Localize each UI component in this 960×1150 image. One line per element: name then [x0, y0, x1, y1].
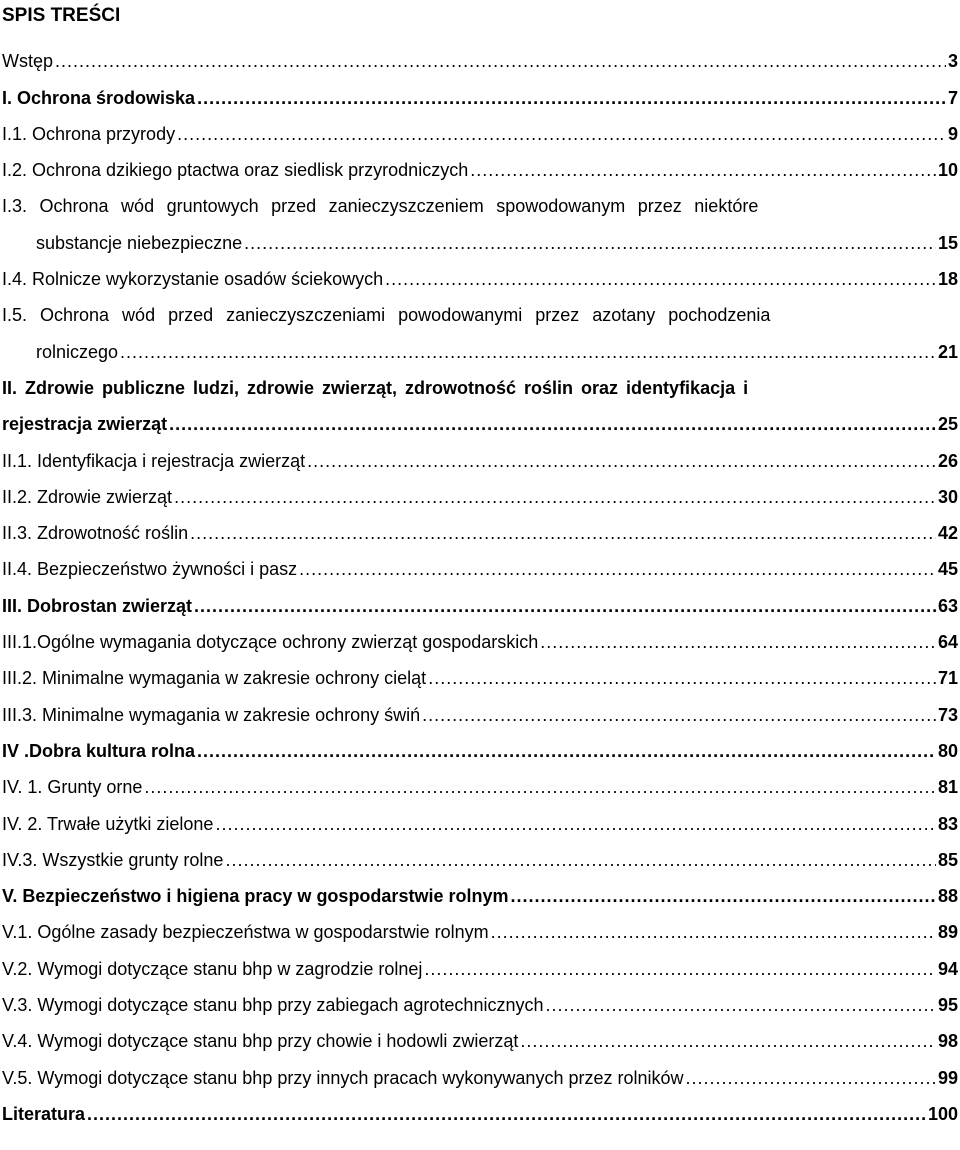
toc-entry-label: rolniczego	[36, 341, 119, 362]
toc-leader-dots	[194, 595, 936, 617]
toc-leader-dots	[144, 776, 936, 798]
toc-entry-label: I.4. Rolnicze wykorzystanie osadów ściekowych	[2, 269, 384, 290]
toc-leader-dots	[424, 958, 936, 980]
toc-entry-label: I.1. Ochrona przyrody	[2, 123, 176, 144]
toc-entry[interactable]	[0, 980, 960, 1016]
toc-entry-page: 81	[937, 777, 958, 798]
toc-entry-page: 94	[937, 958, 958, 979]
toc-entry[interactable]	[0, 435, 960, 471]
toc-entry[interactable]	[0, 943, 960, 979]
toc-entry-label: III.3. Minimalne wymagania w zakresie ochrony świń	[2, 704, 421, 725]
toc-entry-page: 100	[927, 1103, 958, 1124]
toc-entry-page: 9	[947, 123, 958, 144]
toc-entry[interactable]	[0, 907, 960, 943]
toc-entry[interactable]	[0, 254, 960, 290]
toc-entry-page: 63	[937, 595, 958, 616]
toc-entry[interactable]	[0, 798, 960, 834]
toc-entry-label: Wstęp	[2, 51, 54, 72]
toc-entry-page: 45	[937, 559, 958, 580]
toc-entry[interactable]	[0, 544, 960, 580]
toc-entry[interactable]	[0, 217, 960, 253]
toc-entry[interactable]	[0, 72, 960, 108]
toc-entry-page: 64	[937, 632, 958, 653]
toc-entry-page: 42	[937, 523, 958, 544]
toc-leader-dots	[120, 341, 936, 363]
toc-entry-line1[interactable]	[0, 363, 960, 399]
toc-title: SPIS TREŚCI	[2, 5, 121, 26]
toc-leader-dots	[470, 159, 936, 181]
toc-leader-dots	[177, 123, 946, 145]
toc-entry[interactable]	[0, 508, 960, 544]
toc-leader-dots	[491, 921, 936, 943]
toc-entry-label: V.2. Wymogi dotyczące stanu bhp w zagrodzie rolnej	[2, 958, 423, 979]
toc-leader-dots	[225, 849, 936, 871]
toc-entry-label: V.3. Wymogi dotyczące stanu bhp przy zabiegach agrotechnicznych	[2, 995, 544, 1016]
toc-entry-page: 21	[937, 341, 958, 362]
toc-entry-label: III.1.Ogólne wymagania dotyczące ochrony zwierząt gospodarskich	[2, 632, 539, 653]
toc-leader-dots	[686, 1067, 936, 1089]
toc-leader-dots	[520, 1030, 936, 1052]
toc-entry-label: II.4. Bezpieczeństwo żywności i pasz	[2, 559, 298, 580]
toc-leader-dots	[385, 268, 936, 290]
toc-entry-label: Literatura	[2, 1103, 86, 1124]
toc-leader-dots	[545, 994, 935, 1016]
toc-entry-label: IV. 1. Grunty orne	[2, 777, 143, 798]
toc-entry-label: II.1. Identyfikacja i rejestracja zwierząt	[2, 450, 306, 471]
toc-entry[interactable]	[0, 109, 960, 145]
toc-entry-page: 73	[937, 704, 958, 725]
toc-entry-page: 89	[937, 922, 958, 943]
toc-entry[interactable]	[0, 1016, 960, 1052]
toc-list	[0, 36, 960, 1125]
toc-entry[interactable]	[0, 835, 960, 871]
toc-entry-page: 88	[937, 886, 958, 907]
toc-entry[interactable]	[0, 36, 960, 72]
toc-entry-label: rejestracja zwierząt	[2, 414, 168, 435]
toc-entry[interactable]	[0, 726, 960, 762]
toc-entry-page: 85	[937, 849, 958, 870]
toc-entry-label: IV.3. Wszystkie grunty rolne	[2, 849, 224, 870]
toc-entry-page: 95	[937, 995, 958, 1016]
toc-entry-line1[interactable]	[0, 181, 960, 217]
toc-leader-dots	[215, 813, 936, 835]
toc-entry-label: I. Ochrona środowiska	[2, 87, 196, 108]
toc-entry-label: II.2. Zdrowie zwierząt	[2, 486, 173, 507]
toc-entry[interactable]	[0, 580, 960, 616]
toc-entry[interactable]	[0, 145, 960, 181]
toc-entry[interactable]	[0, 653, 960, 689]
toc-entry-label: III.2. Minimalne wymagania w zakresie ochrony cieląt	[2, 668, 427, 689]
toc-leader-dots	[299, 558, 936, 580]
toc-entry-page: 71	[937, 668, 958, 689]
toc-entry-label: V.1. Ogólne zasady bezpieczeństwa w gospodarstwie rolnym	[2, 922, 489, 943]
toc-entry-page: 10	[937, 160, 958, 181]
toc-entry[interactable]	[0, 399, 960, 435]
toc-leader-dots	[244, 232, 936, 254]
toc-leader-dots	[197, 740, 936, 762]
toc-entry[interactable]	[0, 871, 960, 907]
toc-leader-dots	[510, 885, 935, 907]
toc-entry-label: I.2. Ochrona dzikiego ptactwa oraz siedlisk przyrodniczych	[2, 160, 469, 181]
toc-entry-label: V. Bezpieczeństwo i higiena pracy w gospodarstwie rolnym	[2, 886, 509, 907]
toc-entry-label: I.5. Ochrona wód przed zanieczyszczeniami powodowanymi przez azotany pochodzenia	[2, 305, 771, 326]
toc-entry[interactable]	[0, 689, 960, 725]
toc-entry-label: V.5. Wymogi dotyczące stanu bhp przy innych pracach wykonywanych przez rolników	[2, 1067, 684, 1088]
toc-leader-dots	[540, 631, 936, 653]
toc-entry-page: 30	[937, 486, 958, 507]
toc-entry[interactable]	[0, 617, 960, 653]
toc-entry-line1[interactable]	[0, 290, 960, 326]
toc-entry-label: III. Dobrostan zwierząt	[2, 595, 193, 616]
toc-entry-page: 15	[937, 232, 958, 253]
toc-entry[interactable]	[0, 472, 960, 508]
toc-entry-label: I.3. Ochrona wód gruntowych przed zanieczyszczeniem spowodowanym przez niektóre	[2, 196, 759, 217]
toc-entry-page: 99	[937, 1067, 958, 1088]
toc-leader-dots	[190, 522, 936, 544]
toc-entry-page: 98	[937, 1031, 958, 1052]
toc-leader-dots	[174, 486, 936, 508]
toc-entry-page: 26	[937, 450, 958, 471]
toc-leader-dots	[55, 50, 946, 72]
toc-entry-label: IV .Dobra kultura rolna	[2, 740, 196, 761]
toc-entry[interactable]	[0, 1052, 960, 1088]
toc-leader-dots	[87, 1103, 926, 1125]
toc-entry-page: 7	[947, 87, 958, 108]
toc-leader-dots	[422, 704, 936, 726]
toc-entry-page: 83	[937, 813, 958, 834]
toc-leader-dots	[307, 450, 936, 472]
toc-entry-label: V.4. Wymogi dotyczące stanu bhp przy chowie i hodowli zwierząt	[2, 1031, 519, 1052]
toc-leader-dots	[428, 667, 936, 689]
toc-entry[interactable]	[0, 1089, 960, 1125]
toc-entry-page: 80	[937, 740, 958, 761]
toc-entry-page: 3	[947, 51, 958, 72]
toc-leader-dots	[197, 87, 946, 109]
toc-entry[interactable]	[0, 326, 960, 362]
toc-entry-label: II.3. Zdrowotność roślin	[2, 523, 189, 544]
toc-leader-dots	[169, 413, 936, 435]
toc-entry-page: 25	[937, 414, 958, 435]
toc-entry-label: IV. 2. Trwałe użytki zielone	[2, 813, 214, 834]
toc-entry-label: substancje niebezpieczne	[36, 232, 243, 253]
toc-entry[interactable]	[0, 762, 960, 798]
toc-entry-label: II. Zdrowie publiczne ludzi, zdrowie zwierząt, zdrowotność roślin oraz identyfikacja i	[2, 377, 749, 398]
toc-entry-page: 18	[937, 269, 958, 290]
